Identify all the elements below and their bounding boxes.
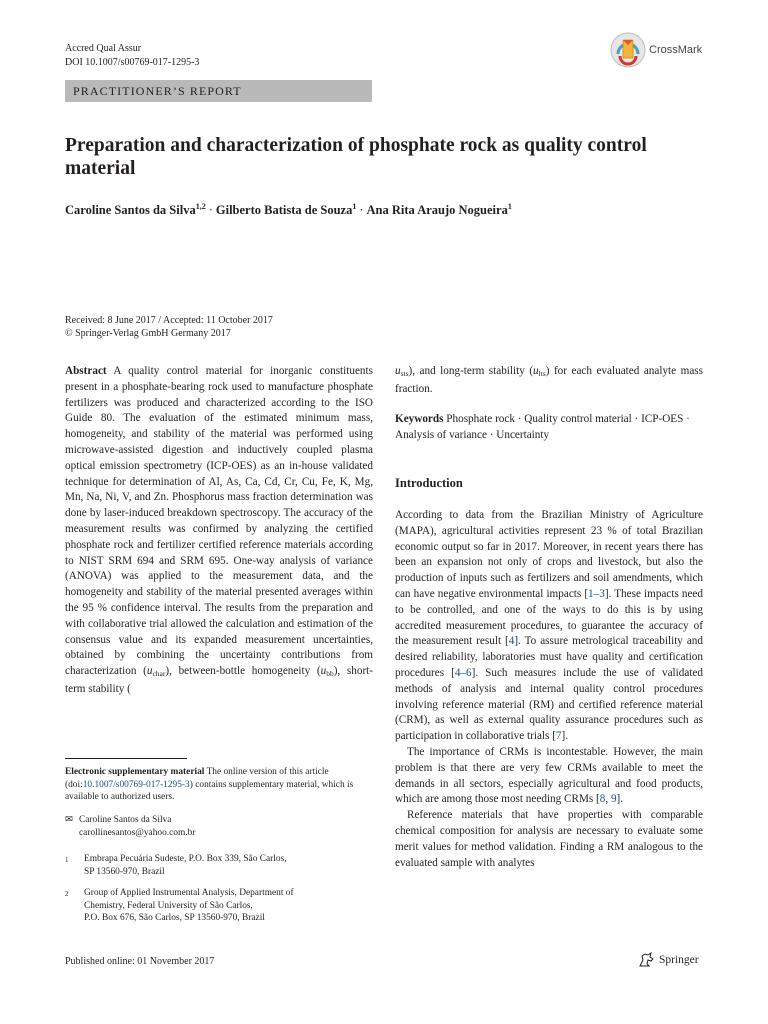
affiliation-1 [65,853,287,878]
author-affiliation-mark: 1 [507,202,512,211]
affiliation-number: 2 [65,890,69,898]
envelope-icon: ✉ [65,815,73,825]
paper-title: Preparation and characterization of phosphate rock as quality control material [65,135,647,179]
received-accepted-dates: Received: 8 June 2017 / Accepted: 11 October 2017 [65,315,273,326]
footnote-divider [65,758,187,759]
citation-link[interactable]: 1–3 [588,587,605,600]
springer-horse-icon [638,952,656,968]
affiliation-2 [65,887,294,925]
published-date: Published online: 01 November 2017 [65,956,215,967]
keywords [395,412,703,444]
introduction-heading: Introduction [395,476,463,490]
affiliation-line: Group of Applied Instrumental Analysis, Department of [84,888,294,898]
paragraph-text: ]. Such measures include the use of validated methods of analysis and internal quality control procedures involving reference material (RM) and certified reference material (CRM), as well as external quality assurance procedures such as participation in collaborative trials [ [395,666,703,743]
publisher-name: Springer [659,954,699,966]
esm-text: ) contains supplementary material, which is available to authorized users. [65,779,354,802]
article-doi: DOI 10.1007/s00769-017-1295-3 [65,57,200,68]
article-dates [65,314,273,340]
paragraph-text: ]. To assure metrological traceability and desired reliability, laboratories must have quality and certification procedures [ [395,635,703,679]
symbol-subscript: bb [326,669,334,679]
author-name[interactable]: Ana Rita Araujo Nogueira [366,203,508,217]
paragraph-text: ]. [561,730,569,743]
affiliation-line: SP 13560-970, Brazil [84,866,165,877]
abstract-text: ), between-bottle homogeneity ( [165,665,321,678]
paragraph-text: According to data from the Brazilian Ministry of Agriculture (MAPA), agricultural activities represent 23 % of total Brazilian economic output so far in 2017. Moreover, in recent years there has been an expansion not only of crops and livestock, but also the production of inputs such as fertilizers and soil amendments, which can have negative environmental impacts [ [395,509,703,600]
crossmark-label: CrossMark [649,44,703,56]
contact-email[interactable]: carollinesantos@yahoo.com.br [79,827,196,838]
abstract-left-column [65,364,373,698]
intro-paragraph [395,508,703,745]
introduction-body [395,508,703,871]
affiliation-line: P.O. Box 676, São Carlos, SP 13560-970, Brazil [84,913,265,923]
keywords-text: Phosphate rock · Quality control material · ICP-OES · Analysis of variance · Uncertainty [395,413,690,441]
symbol-u: u [146,665,153,678]
crossmark-icon [610,32,646,68]
section-banner: PRACTITIONER’S REPORT [65,80,372,102]
author-affiliation-mark: 1 [352,202,357,211]
author-name[interactable]: Caroline Santos da Silva [65,203,196,217]
paragraph-text: ]. These impacts need to be controlled, and one of the ways to do this is by using accredited measurement procedures, to guarantee the accuracy of the measurement result [ [395,587,703,648]
citation-link[interactable]: 9 [610,793,617,806]
paragraph-text: ]. [616,793,624,806]
esm-footnote [65,766,371,804]
citation-link[interactable]: 8 [599,793,606,806]
affiliation-line: Chemistry, Federal University of São Carlos, [84,900,253,911]
esm-text: The online version of this article (doi: [65,767,329,790]
corresponding-author [65,814,195,839]
paragraph-text: , [605,793,611,806]
abstract-text: ), and long-term stability ( [408,365,534,377]
symbol-u: u [533,365,539,377]
symbol-subscript: char [152,669,166,679]
citation-link[interactable]: 7 [555,730,562,743]
symbol-subscript: lts [538,369,546,378]
crossmark-badge[interactable] [610,32,702,68]
affiliation-number: 1 [65,856,69,864]
keywords-label: Keywords [395,413,444,425]
symbol-u: u [395,365,401,377]
intro-paragraph [395,745,703,808]
doi-link[interactable]: 10.1007/s00769-017-1295-3 [82,779,190,790]
paragraph-text: The importance of CRMs is incontestable. However, the main problem is that there are very few CRMs available to meet the demands in all sectors, especially agricultural and food products, which are among those most needing CRMs [ [395,745,703,806]
citation-link[interactable]: 4–6 [454,666,472,679]
author-name[interactable]: Gilberto Batista de Souza [215,203,353,217]
intro-paragraph: Reference materials that have properties with comparable chemical composition for analysis are necessary to evaluate some merit values for method validation. Finding a RM analogous to the evaluated sample with analytes [395,809,703,869]
copyright-line: © Springer-Verlag GmbH Germany 2017 [65,328,231,339]
author-list: Caroline Santos da Silva$^{1,2}$ · Gilberto Batista de Souza$^1$ · Ana Rita Araujo Nogueira$^1$ [65,202,512,217]
citation-link[interactable]: 4 [508,635,515,648]
abstract-right-column [395,364,703,398]
symbol-subscript: sts [400,369,409,378]
abstract-label: Abstract [65,365,107,377]
publisher-logo [638,952,699,968]
esm-label: Electronic supplementary material [65,767,205,777]
author-affiliation-mark: 1,2 [195,202,206,211]
affiliation-line: Embrapa Pecuária Sudeste, P.O. Box 339, São Carlos, [84,854,287,864]
journal-name: Accred Qual Assur [65,43,142,54]
symbol-u: u [320,665,327,678]
abstract-text: ) for each evaluated analyte mass fraction. [395,365,703,395]
abstract-text: A quality control material for inorganic constituents present in a phosphate-bearing rock used to manufacture phosphate fertilizers was produced and characterized according to the ISO Guide 80. The evaluation of the estimated minimum mass, homogeneity, and stability of the material was performed using microwave-assisted digestion and inductively coupled plasma optical emission spectrometry (ICP-OES) as an in-house validated technique for determination of Al, As, Ca, Cd, Cr, Cu, Fe, K, Mg, Mn, Na, Ni, V, and Zn. Phosphorus mass fraction determination was done by laser-induced breakdown spectroscopy. The accuracy of the measurement results was confirmed by analyzing the certified phosphate rock and fertilizer certified reference materials according to NIST SRM 694 and SRM 695. One-way analysis of variance (ANOVA) was applied to the measurement data, and the homogeneity and stability of the material presented averages within the 95 % confidence interval. The results from the preparation and with collaborative trial allowed the calculation and estimation of the consensus value and its expanded measurement uncertainties, obtained by combining the uncertainty contributions from characterization ( [65,365,373,678]
abstract-text: ), short-term stability ( [65,665,374,695]
contact-name: Caroline Santos da Silva [79,815,172,825]
